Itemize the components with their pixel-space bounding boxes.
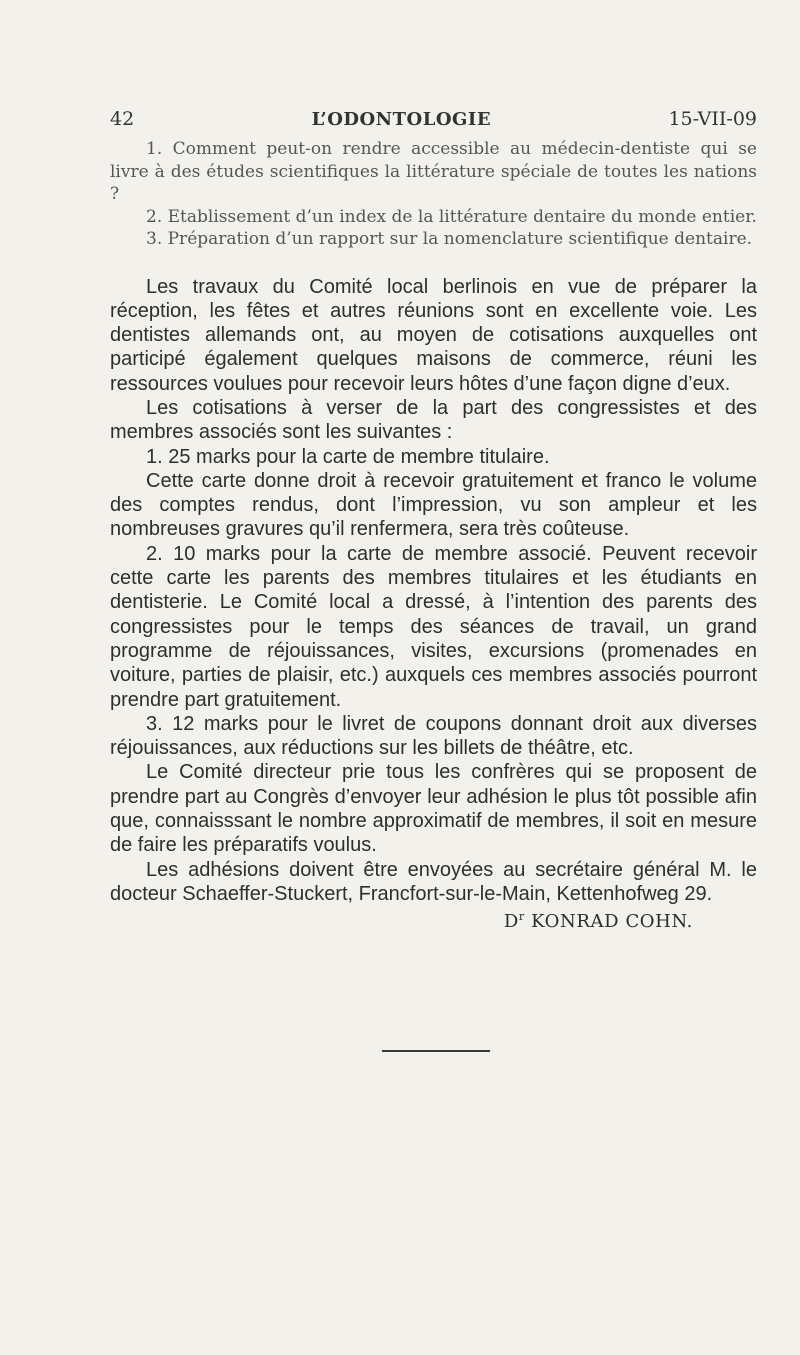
- issue-date: 15-VII-09: [668, 108, 757, 130]
- signature-title-sup: r: [518, 910, 525, 924]
- question-item: 3. Préparation d’un rapport sur la nomenclature scientifique dentaire.: [146, 229, 753, 249]
- paragraph: Le Comité directeur prie tous les confrères qui se proposent de prendre part au Congrès d’envoyer leur adhésion le plus tôt possible afin que, connaisssant le nombre approximatif de membres, il soit en mesure de faire les préparatifs voulus.: [110, 761, 757, 857]
- page: [110, 108, 757, 932]
- question-item: 2. Etablissement d’un index de la littérature dentaire du monde entier.: [146, 206, 757, 227]
- signature-name: KONRAD COHN.: [531, 911, 693, 933]
- page-number: 42: [110, 108, 135, 130]
- paragraph: Les adhésions doivent être envoyées au secrétaire général M. le docteur Schaeffer-Stuckert, Francfort-sur-le-Main, Kettenhofweg 29.: [110, 858, 757, 905]
- signature: [110, 910, 757, 932]
- paragraph: 2. 10 marks pour la carte de membre associé. Peuvent recevoir cette carte les parents des membres titulaires et les étudiants en dentisterie. Le Comité local a dressé, à l’intention des parents des congressistes pour le temps des séances de travail, un grand programme de réjouissances, visites, excursions (promenades en voiture, parties de plaisir, etc.) auxquels ces membres associés pourront prendre part gratuitement.: [110, 542, 757, 711]
- paragraph: 3. 12 marks pour le livret de coupons donnant droit aux diverses réjouissances, aux réductions sur les billets de théâtre, etc.: [110, 712, 757, 760]
- signature-title: D: [503, 911, 519, 933]
- article-body: [110, 275, 757, 907]
- question-item: 1. Comment peut-on rendre accessible au médecin-dentiste qui se livre à des études scientifiques la littérature spéciale de toutes les nations ?: [110, 139, 757, 204]
- end-rule: [382, 1050, 490, 1052]
- questions-list: [110, 138, 757, 251]
- paragraph: 1. 25 marks pour la carte de membre titulaire.: [146, 445, 550, 468]
- paragraph: Les travaux du Comité local berlinois en vue de préparer la réception, les fêtes et autres réunions sont en excellente voie. Les dentistes allemands ont, au moyen de cotisations auxquelles ont participé également quelques maisons de commerce, réuni les ressources voulues pour recevoir leurs hôtes d’une façon digne d’eux.: [110, 275, 757, 395]
- journal-title: L’ODONTOLOGIE: [311, 109, 492, 130]
- paragraph: Les cotisations à verser de la part des congressistes et des membres associés sont les suivantes :: [110, 396, 757, 444]
- running-header: [110, 108, 757, 130]
- paragraph: Cette carte donne droit à recevoir gratuitement et franco le volume des comptes rendus, dont l’impression, vu son ampleur et les nombreuses gravures qu’il renfermera, sera très coûteuse.: [110, 469, 757, 541]
